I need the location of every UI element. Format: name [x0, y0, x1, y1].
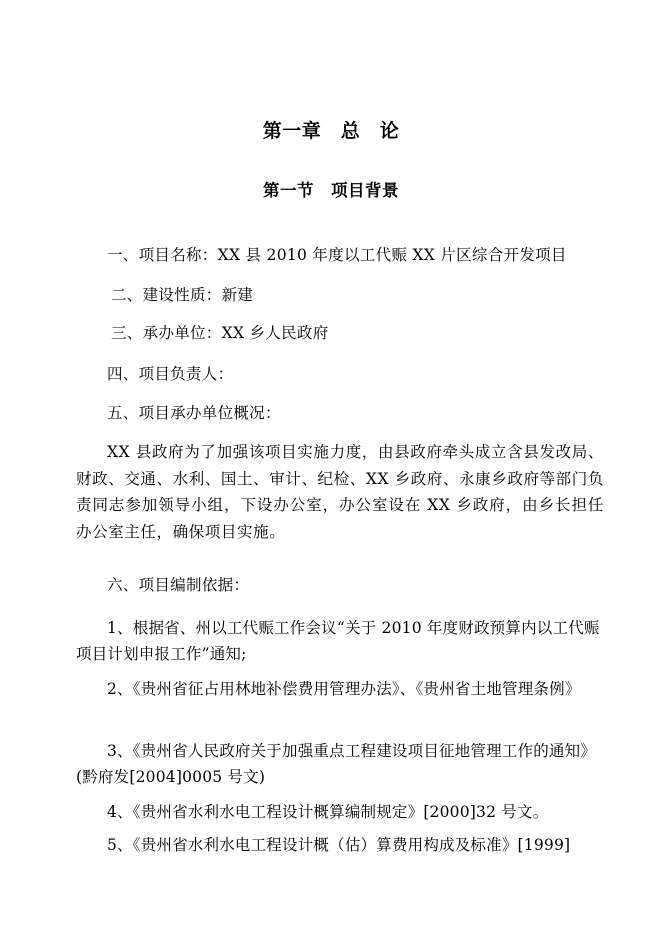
section-title: 第一节 项目背景	[263, 181, 399, 200]
item-label: 四、项目负责人：	[107, 365, 234, 383]
item-construction-type	[111, 285, 253, 305]
chapter-title: 第一章 总 论	[262, 120, 400, 142]
basis-item-4: 4、《贵州省水利水电工程设计概算编制规定》[2000]32 号文。	[107, 803, 549, 821]
basis-heading: 六、项目编制依据：	[107, 576, 250, 594]
basis-item-2: 2、《贵州省征占用林地补偿费用管理办法》、《贵州省土地管理条例》	[107, 680, 581, 698]
basis-item-3: 3、《贵州省人民政府关于加强重点工程建设项目征地管理工作的通知》(黔府发[2004]0005 号文)	[76, 742, 597, 786]
basis-item-1: 1、根据省、州以工代赈工作会议“关于 2010 年度财政预算内以工代赈项目计划申报工作”通知;	[76, 619, 600, 663]
item-label: 一、项目名称：	[107, 246, 218, 264]
item-value: XX 乡人民政府	[221, 324, 329, 342]
basis-item-5: 5、《贵州省水利水电工程设计概（估）算费用构成及标准》[1999]	[107, 836, 571, 854]
overview-paragraph: XX 县政府为了加强该项目实施力度，由县政府牵头成立含县发改局、财政、交通、水利、国土、审计、纪检、XX 乡政府、永康乡政府等部门负责同志参加领导小组，下设办公室，办公室设在 XX 乡政府，由乡长担任办公室主任，确保项目实施。	[76, 443, 604, 541]
item-project-leader	[107, 364, 233, 384]
item-value: 新建	[221, 286, 254, 304]
item-label: 三、承办单位：	[111, 324, 222, 342]
item-label: 二、建设性质：	[111, 286, 222, 304]
item-organizer-overview	[107, 403, 281, 423]
item-value: XX 县 2010 年度以工代赈 XX 片区综合开发项目	[217, 246, 567, 264]
item-project-name	[107, 245, 567, 265]
item-label: 五、项目承办单位概况：	[107, 404, 281, 422]
item-organizer	[111, 323, 329, 343]
